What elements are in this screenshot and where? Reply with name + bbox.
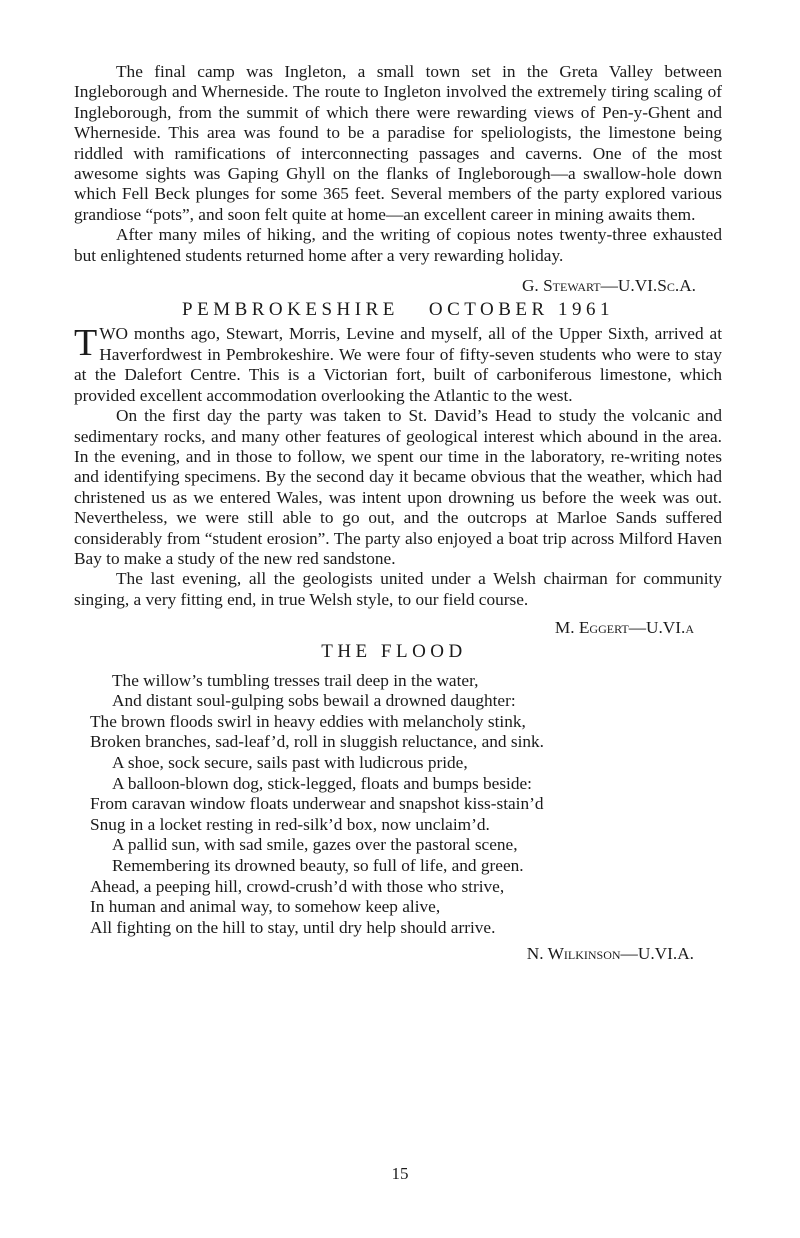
paragraph: After many miles of hiking, and the writing of copious notes twenty-three exhausted but enlightened students returned home after a very rewarding holiday. [74,225,722,265]
poem-line: The brown floods swirl in heavy eddies with melancholy stink, [90,711,526,731]
page-content [74,62,722,965]
poem-line: And distant soul-gulping sobs bewail a drowned daughter: [112,691,516,711]
signature-stewart: G. Stewart—U.VI.Sc.A. [521,276,696,296]
poem-line: All fighting on the hill to stay, until dry help should arrive. [90,917,496,937]
poem-line: Snug in a locket resting in red-silk’d box, now unclaim’d. [90,814,490,834]
poem-line: A shoe, sock secure, sails past with ludicrous pride, [112,752,468,772]
opening-caps: WO [99,324,129,344]
poem-line: A balloon-blown dog, stick-legged, floats and bumps beside: [112,773,532,793]
heading-location: PEMBROKESHIRE [182,299,399,321]
heading-date: OCTOBER 1961 [428,299,614,321]
paragraph: The final camp was Ingleton, a small town set in the Greta Valley between Ingleborough and Wherneside. The route to Ingleton involved the extremely tiring scaling of Ingleborough, from the summit of which there were rewarding views of Pen-y-Ghent and Wherneside. This area was found to be a paradise for speliologists, the limestone being riddled with ramifications of interconnecting passages and caverns. One of the most awesome sights was Gaping Ghyll on the flanks of Ingleborough—a swallow-hole down which Fell Beck plunges for some 365 feet. Several members of the party explored various grandiose “pots”, and soon felt quite at home—an excellent career in mining awaits them. [74,62,722,224]
drop-cap: T [74,322,98,365]
signature-eggert: M. Eggert—U.VI.a [554,618,694,638]
poem-line: Ahead, a peeping hill, crowd-crush’d with those who strive, [90,876,505,896]
poem-line: From caravan window floats underwear and snapshot kiss-stain’d [90,794,544,814]
poem-line: In human and animal way, to somehow keep alive, [90,897,441,917]
poem-title: THE FLOOD [321,640,467,662]
poem-body [90,671,722,939]
page-number: 15 [391,1164,409,1183]
paragraph: TWO months ago, Stewart, Morris, Levine and myself, all of the Upper Sixth, arrived at Haverfordwest in Pembrokeshire. We were four of fifty-seven students who were to stay at the Dalefort Centre. This is a Victorian fort, built of carboniferous limestone, which provided excellent accommodation overlooking the Atlantic to the west. [74,322,722,405]
article-pembrokeshire [74,298,722,638]
signature-wilkinson: N. Wilkinson—U.VI.A. [526,944,694,964]
poem-the-flood [74,641,722,965]
poem-line: The willow’s tumbling tresses trail deep in the water, [112,670,479,690]
paragraph: The last evening, all the geologists united under a Welsh chairman for community singing, a very fitting end, in true Welsh style, to our field course. [74,569,722,609]
paragraph: On the first day the party was taken to St. David’s Head to study the volcanic and sedimentary rocks, and many other features of geological interest which abound in the area. In the evening, and in those to follow, we spent our time in the laboratory, re-writing notes and identifying specimens. By the second day it became obvious that the weather, which had christened us as we entered Wales, was intent upon drowning us before the week was out. Nevertheless, we were still able to go out, and the outcrops at Marloe Sands suffered considerably from “student erosion”. The party also enjoyed a boat trip across Milford Haven Bay to make a study of the new red sandstone. [74,406,722,568]
poem-line: Remembering its drowned beauty, so full of life, and green. [112,855,524,875]
section-heading [74,298,722,322]
poem-line: A pallid sun, with sad smile, gazes over the pastoral scene, [112,835,518,855]
article-ingleton [74,62,722,296]
poem-line: Broken branches, sad-leaf’d, roll in sluggish reluctance, and sink. [90,732,544,752]
